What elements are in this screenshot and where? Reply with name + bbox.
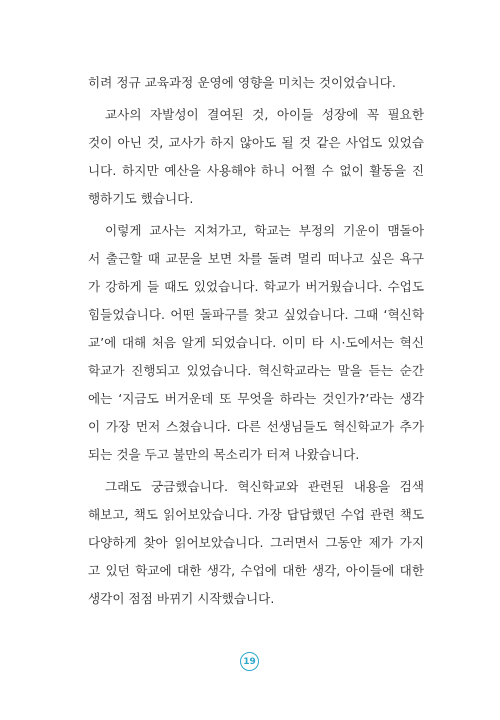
page-number-badge: 19	[240, 652, 259, 671]
text-line: 해보고, 책도 읽어보았습니다. 가장 답답했던 수업 관련 책도	[88, 507, 424, 522]
text-line: 다양하게 찾아 읽어보았습니다. 그러면서 그동안 제가 가지	[88, 535, 424, 550]
text-line: 이렇게 교사는 지쳐가고, 학교는 부정의 기운이 맴돌아	[105, 223, 424, 238]
text-line: 니다. 하지만 예산을 사용해야 하니 어쩔 수 없이 활동을 진	[88, 163, 424, 178]
text-line: 학교가 진행되고 있었습니다. 혁신학교라는 말을 듣는 순간	[88, 363, 424, 378]
text-line: 것이 아닌 것, 교사가 하지 않아도 될 것 같은 사업도 있었습	[88, 135, 424, 150]
text-line: 이 가장 먼저 스쳤습니다. 다른 선생님들도 혁신학교가 추가	[88, 419, 424, 434]
text-line: 되는 것을 두고 불만의 목소리가 터져 나왔습니다.	[88, 447, 360, 462]
text-line: 힘들었습니다. 어떤 돌파구를 찾고 싶었습니다. 그때 ‘혁신학	[88, 307, 424, 322]
text-line: 고 있던 학교에 대한 생각, 수업에 대한 생각, 아이들에 대한	[88, 563, 424, 578]
text-line: 가 강하게 들 때도 있었습니다. 학교가 버거웠습니다. 수업도	[88, 279, 424, 294]
text-line: 에는 ‘지금도 버거운데 또 무엇을 하라는 것인가?’라는 생각	[88, 391, 424, 406]
text-line: 교’에 대해 처음 알게 되었습니다. 이미 타 시·도에서는 혁신	[88, 335, 424, 350]
text-line: 서 출근할 때 교문을 보면 차를 돌려 멀리 떠나고 싶은 욕구	[88, 251, 424, 266]
text-line: 생각이 점점 바뀌기 시작했습니다.	[88, 591, 275, 606]
text-line: 그래도 궁금했습니다. 혁신학교와 관련된 내용을 검색	[105, 479, 424, 494]
text-line: 히려 정규 교육과정 운영에 영향을 미치는 것이었습니다.	[88, 75, 396, 90]
text-line: 행하기도 했습니다.	[88, 191, 194, 206]
text-line: 교사의 자발성이 결여된 것, 아이들 성장에 꼭 필요한	[105, 107, 424, 122]
